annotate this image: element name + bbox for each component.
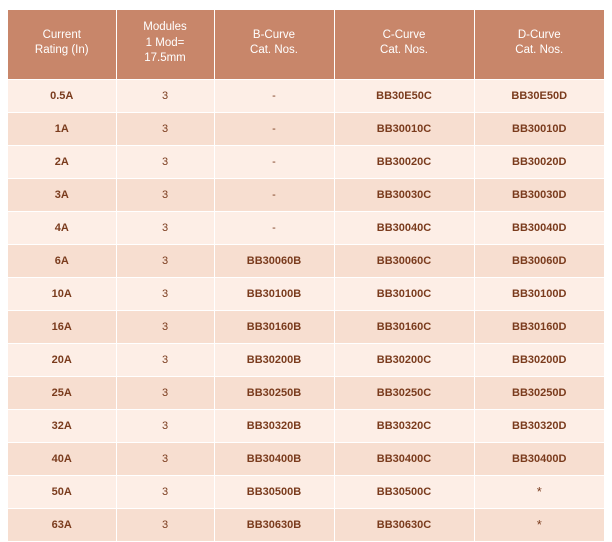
table-body [8, 79, 604, 541]
cell-modules: 3 [116, 376, 214, 409]
header-line: Cat. Nos. [250, 44, 298, 57]
cell-b-curve: BB30320B [214, 409, 334, 442]
cell-c-curve: BB30100C [334, 277, 474, 310]
cell-modules: 3 [116, 145, 214, 178]
table-row [8, 277, 604, 310]
table-row [8, 112, 604, 145]
cell-c-curve: BB30020C [334, 145, 474, 178]
cell-b-curve: - [214, 145, 334, 178]
cell-d-curve: BB30100D [474, 277, 604, 310]
header-row [8, 10, 604, 79]
cell-c-curve: BB30030C [334, 178, 474, 211]
cell-c-curve: BB30320C [334, 409, 474, 442]
table-row [8, 145, 604, 178]
cell-current-rating: 6A [8, 244, 116, 277]
cell-d-curve: BB30010D [474, 112, 604, 145]
cell-current-rating: 63A [8, 508, 116, 541]
cell-modules: 3 [116, 112, 214, 145]
cell-b-curve: BB30200B [214, 343, 334, 376]
header-line: Cat. Nos. [515, 44, 564, 57]
cell-d-curve: BB30200D [474, 343, 604, 376]
cell-modules: 3 [116, 277, 214, 310]
cell-current-rating: 0.5A [8, 79, 116, 112]
cell-d-curve: BB30E50D [474, 79, 604, 112]
table-row [8, 79, 604, 112]
cell-b-curve: - [214, 112, 334, 145]
cell-modules: 3 [116, 475, 214, 508]
table-row [8, 442, 604, 475]
cell-c-curve: BB30250C [334, 376, 474, 409]
cell-current-rating: 10A [8, 277, 116, 310]
column-header-d-curve [474, 10, 604, 79]
cell-current-rating: 25A [8, 376, 116, 409]
cell-b-curve: BB30630B [214, 508, 334, 541]
cell-current-rating: 16A [8, 310, 116, 343]
cell-b-curve: - [214, 211, 334, 244]
cell-c-curve: BB30E50C [334, 79, 474, 112]
header-line: Cat. Nos. [380, 44, 428, 57]
cell-d-curve: * [474, 508, 604, 541]
cell-b-curve: - [214, 178, 334, 211]
header-line: 17.5mm [144, 52, 186, 65]
cell-d-curve: * [474, 475, 604, 508]
cell-c-curve: BB30160C [334, 310, 474, 343]
cell-c-curve: BB30630C [334, 508, 474, 541]
cell-modules: 3 [116, 244, 214, 277]
column-header-modules [116, 10, 214, 79]
column-header-c-curve [334, 10, 474, 79]
cell-modules: 3 [116, 442, 214, 475]
cell-d-curve: BB30250D [474, 376, 604, 409]
table-row [8, 244, 604, 277]
cell-d-curve: BB30030D [474, 178, 604, 211]
table-row [8, 475, 604, 508]
table-row [8, 376, 604, 409]
cell-current-rating: 1A [8, 112, 116, 145]
cell-d-curve: BB30040D [474, 211, 604, 244]
header-line: D-Curve [517, 28, 561, 41]
table-row [8, 508, 604, 541]
cell-c-curve: BB30060C [334, 244, 474, 277]
cell-b-curve: BB30250B [214, 376, 334, 409]
column-header-b-curve [214, 10, 334, 79]
header-line: 1 Mod= [145, 36, 185, 49]
cell-d-curve: BB30400D [474, 442, 604, 475]
cell-d-curve: BB30320D [474, 409, 604, 442]
cell-b-curve: BB30060B [214, 244, 334, 277]
cell-modules: 3 [116, 409, 214, 442]
cell-current-rating: 2A [8, 145, 116, 178]
cell-c-curve: BB30040C [334, 211, 474, 244]
cell-current-rating: 20A [8, 343, 116, 376]
cell-c-curve: BB30010C [334, 112, 474, 145]
cell-b-curve: BB30160B [214, 310, 334, 343]
table-header [8, 10, 604, 79]
cell-modules: 3 [116, 211, 214, 244]
table-row [8, 211, 604, 244]
header-line: Modules [143, 21, 187, 33]
cell-current-rating: 40A [8, 442, 116, 475]
header-line: C-Curve [382, 28, 426, 41]
cell-c-curve: BB30200C [334, 343, 474, 376]
table-row [8, 178, 604, 211]
cell-d-curve: BB30160D [474, 310, 604, 343]
cell-c-curve: BB30400C [334, 442, 474, 475]
column-header-current-rating [8, 10, 116, 79]
catalog-table [8, 10, 604, 542]
cell-modules: 3 [116, 178, 214, 211]
cell-current-rating: 32A [8, 409, 116, 442]
cell-current-rating: 4A [8, 211, 116, 244]
cell-b-curve: BB30400B [214, 442, 334, 475]
cell-modules: 3 [116, 310, 214, 343]
table-row [8, 310, 604, 343]
cell-modules: 3 [116, 79, 214, 112]
cell-d-curve: BB30020D [474, 145, 604, 178]
cell-b-curve: BB30500B [214, 475, 334, 508]
table-row [8, 343, 604, 376]
cell-b-curve: - [214, 79, 334, 112]
cell-current-rating: 3A [8, 178, 116, 211]
cell-modules: 3 [116, 343, 214, 376]
header-line: B-Curve [252, 28, 296, 41]
table-row [8, 409, 604, 442]
cell-c-curve: BB30500C [334, 475, 474, 508]
header-line: Current [42, 28, 81, 41]
cell-b-curve: BB30100B [214, 277, 334, 310]
cell-current-rating: 50A [8, 475, 116, 508]
cell-d-curve: BB30060D [474, 244, 604, 277]
header-line: Rating (In) [34, 44, 89, 57]
cell-modules: 3 [116, 508, 214, 541]
